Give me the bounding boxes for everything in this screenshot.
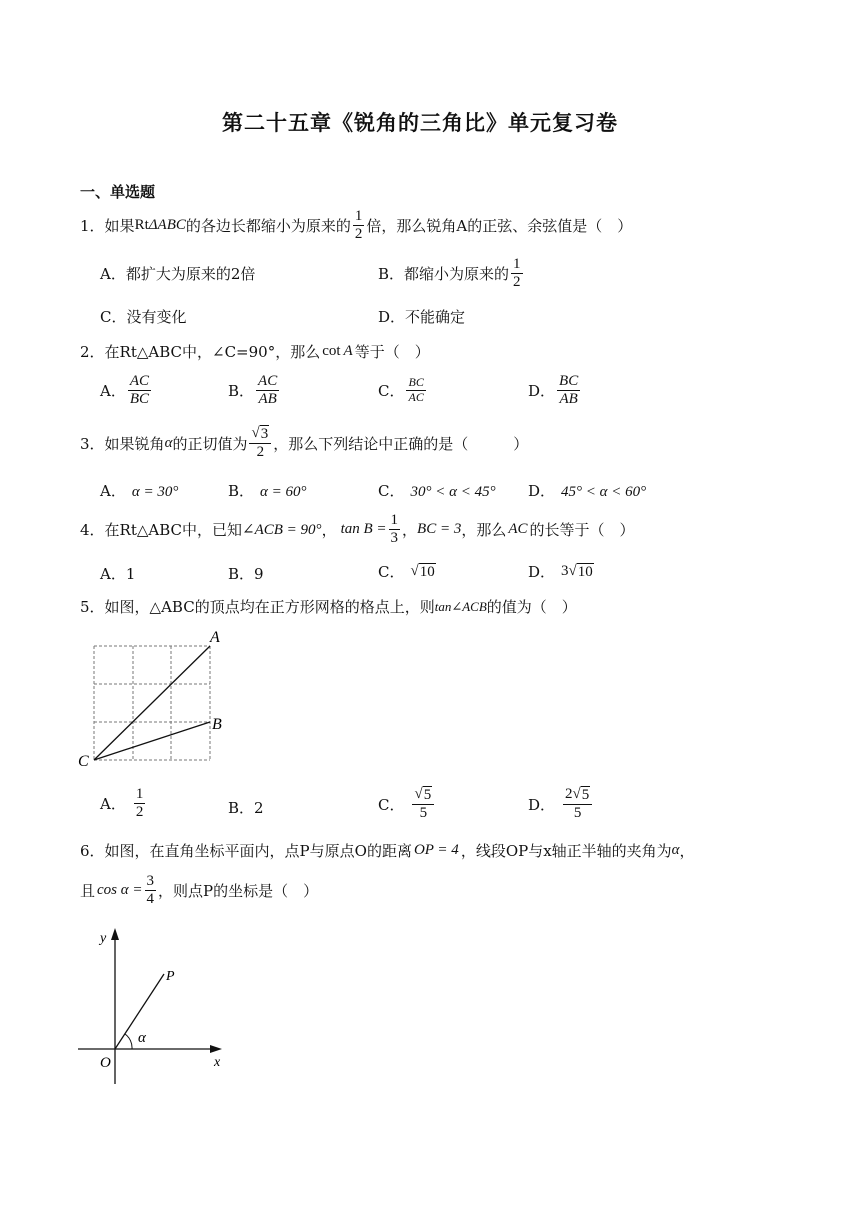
option-b: B． α = 60° xyxy=(228,482,307,500)
question-text: 的各边长都缩小为原来的 xyxy=(185,217,351,236)
question-number: 2． xyxy=(80,343,105,361)
option-c: C． √ 5 5 xyxy=(378,786,436,823)
question-text: ，线段OP与x轴正半轴的夹角为 xyxy=(460,842,672,860)
question-text: 如果 xyxy=(104,217,135,236)
label-alpha: α xyxy=(138,1030,146,1046)
question-4 xyxy=(80,512,635,548)
math-alpha: α xyxy=(164,434,173,451)
option-d xyxy=(528,373,582,409)
option-label: A． xyxy=(100,382,126,401)
option-b: B．9 xyxy=(228,565,264,583)
question-3 xyxy=(80,425,528,462)
question-text: 倍，那么锐角A的正弦、余弦值是（ ） xyxy=(366,217,633,236)
question-text: ，那么下列结论中正确的是（ ） xyxy=(273,434,529,453)
x-axis-arrow-icon xyxy=(210,1045,222,1053)
option-b xyxy=(228,373,281,409)
question-number: 5． xyxy=(80,598,105,616)
grid-triangle-figure xyxy=(74,626,234,774)
separator: ， xyxy=(321,521,337,540)
segment-ca xyxy=(94,646,210,760)
separator: ， xyxy=(679,842,695,860)
question-6 xyxy=(80,840,695,861)
question-text: 如图，在直角坐标平面内，点P与原点O的距离 xyxy=(104,842,412,860)
label-x: x xyxy=(214,1055,221,1070)
page-title: 第二十五章《锐角的三角比》单元复习卷 xyxy=(222,111,618,135)
option-label: C． xyxy=(378,381,405,400)
option-d: D．不能确定 xyxy=(378,308,466,326)
question-6-line-2 xyxy=(80,873,318,909)
fraction: 2 √ 5 5 xyxy=(563,786,592,823)
option-a: A． $\frac{1}{2}$ xyxy=(100,786,144,821)
option-d: D． 45° < α < 60° xyxy=(528,482,647,500)
label-b: B xyxy=(212,716,222,733)
fraction: $\frac{1}{2}$ xyxy=(135,786,144,821)
question-2 xyxy=(80,341,430,362)
option-a xyxy=(100,373,153,409)
label-a: A xyxy=(210,629,220,646)
coordinate-figure xyxy=(74,920,234,1090)
question-text: 等于（ ） xyxy=(354,343,430,361)
question-number: 3． xyxy=(80,434,105,453)
question-text: 的正切值为 xyxy=(172,434,248,453)
separator: ， xyxy=(402,521,418,540)
label-c: C xyxy=(78,753,89,770)
question-text: 在Rt△ABC中，∠C=90°，那么 xyxy=(104,343,321,361)
question-text: ，则点P的坐标是（ ） xyxy=(158,882,319,901)
sqrt: √ 10 xyxy=(568,562,593,580)
option-text: B．都缩小为原来的 xyxy=(378,265,510,284)
fraction: $\frac{BC}{AB}$ xyxy=(559,373,579,408)
fraction: $\frac{3}{4}$ xyxy=(146,873,155,908)
fraction: √ 5 5 xyxy=(412,786,434,823)
option-b: B．2 xyxy=(228,799,264,817)
math-var: A xyxy=(343,343,353,359)
fraction: $\frac{1}{3}$ xyxy=(390,512,399,547)
math-tan: tan B = xyxy=(340,521,387,538)
option-c: C．没有变化 xyxy=(100,308,187,326)
label-y: y xyxy=(100,931,107,946)
option-c: C． √ 10 xyxy=(378,562,435,581)
question-text: 如图，△ABC的顶点均在正方形网格的格点上，则 xyxy=(104,598,435,616)
math-op: OP = 4 xyxy=(413,842,459,858)
math-bc: BC = 3 xyxy=(417,521,462,538)
sqrt: √ 3 xyxy=(251,425,269,442)
question-text: ，那么 xyxy=(461,521,507,540)
segment-cb xyxy=(94,722,210,760)
fraction: $\frac{AC}{AB}$ xyxy=(258,373,278,408)
sqrt: √ 10 xyxy=(410,562,435,580)
fraction: $\frac{AC}{BC}$ xyxy=(129,373,150,408)
label-o: O xyxy=(100,1055,111,1071)
option-d: D． 3 √ 10 xyxy=(528,562,593,581)
angle-arc xyxy=(125,1034,132,1049)
math-rt: Rt xyxy=(134,217,149,234)
fraction: √ 3 2 xyxy=(249,425,271,462)
math-tan: tan∠ACB xyxy=(434,598,487,614)
option-a: A． α = 30° xyxy=(100,482,179,500)
question-number: 4． xyxy=(80,521,105,540)
option-label: D． xyxy=(528,382,556,401)
label-p: P xyxy=(166,969,175,984)
option-b xyxy=(378,256,525,292)
option-c xyxy=(378,376,428,405)
question-1 xyxy=(80,208,632,244)
fraction: $\frac{1}{2}$ xyxy=(354,208,363,243)
math-cot: cot xyxy=(322,343,341,359)
fraction: $\frac{BC}{AC}$ xyxy=(408,375,424,404)
question-5 xyxy=(80,596,577,617)
question-text: 如果锐角 xyxy=(104,434,165,453)
option-a: A．1 xyxy=(100,565,136,583)
math-ac: AC xyxy=(508,521,528,538)
option-a: A．都扩大为原来的2倍 xyxy=(100,265,256,283)
fraction: $\frac{1}{2}$ xyxy=(513,256,521,291)
question-number: 6． xyxy=(80,842,105,860)
option-d: D． 2 √ 5 5 xyxy=(528,786,594,823)
section-heading: 一、单选题 xyxy=(80,183,156,201)
y-axis-arrow-icon xyxy=(111,928,119,940)
math-angle: ∠ACB = 90° xyxy=(242,522,322,539)
question-text: 在Rt△ABC中，已知 xyxy=(104,521,243,540)
option-label: B． xyxy=(228,382,255,401)
option-c: C． 30° < α < 45° xyxy=(378,482,496,500)
math-cos: cos α = xyxy=(97,882,143,899)
question-number: 1． xyxy=(80,217,105,236)
question-text: 的值为（ ） xyxy=(486,598,577,616)
math-alpha: α xyxy=(671,842,680,858)
question-text: 的长等于（ ） xyxy=(529,521,635,540)
question-text: 且 xyxy=(80,882,96,901)
math-triangle: ΔABC xyxy=(148,217,186,234)
